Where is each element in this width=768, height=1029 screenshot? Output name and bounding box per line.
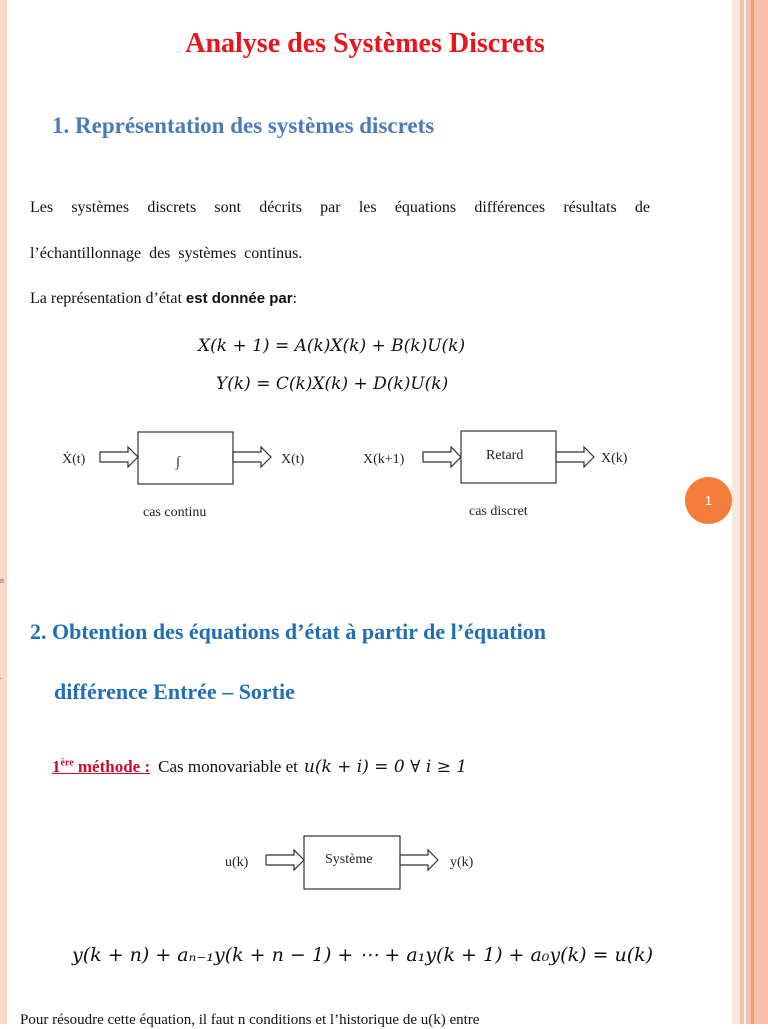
discrete-caption: cas discret [469, 504, 528, 519]
method-label-superscript: ère [60, 757, 74, 769]
continuous-caption: cas continu [143, 505, 207, 520]
output-equation: Y(k) = C(k)X(k) + D(k)U(k) [216, 374, 449, 394]
method-text: Cas monovariable et [158, 757, 298, 776]
section1-paragraph: Les systèmes discrets sont décrits par les équations différences résultats de [30, 199, 650, 216]
method-label-word: méthode : [73, 757, 151, 776]
system-block-label: Système [325, 852, 373, 867]
side-mark: . [0, 672, 2, 681]
method-label [52, 757, 150, 776]
integral-symbol: ∫ [176, 455, 180, 470]
discrete-diagram [363, 431, 628, 519]
output-arrow-icon [556, 447, 594, 467]
para-bold-text: est donnée par [185, 290, 293, 307]
discrete-input-label: X(k+1) [363, 452, 405, 467]
system-output-label: y(k) [450, 855, 474, 870]
continuous-diagram [62, 432, 305, 520]
output-arrow-icon [233, 447, 271, 467]
continuous-input-label: Ẋ(t) [62, 452, 86, 467]
page-number-badge: 1 [685, 477, 732, 524]
state-equation: X(k + 1) = A(k)X(k) + B(k)U(k) [198, 336, 466, 356]
section2-heading: 2. Obtention des équations d’état à partir de l’équation [30, 619, 547, 644]
continuous-output-label: X(t) [281, 452, 305, 467]
method-line [52, 757, 467, 777]
section1-paragraph: l’échantillonnage des systèmes continus. [30, 245, 303, 262]
input-arrow-icon [266, 850, 304, 870]
difference-equation: y(k + n) + aₙ₋₁y(k + n − 1) + ⋯ + a₁y(k + 1) + a₀y(k) = u(k) [72, 944, 654, 966]
integrator-block [138, 432, 233, 484]
method-label-number: 1 [52, 757, 61, 776]
para-text: : [292, 290, 298, 307]
bottom-paragraph: Pour résoudre cette équation, il faut n conditions et l’historique de u(k) entre [20, 1012, 480, 1028]
section2-heading-line2: différence Entrée – Sortie [54, 679, 295, 704]
side-mark: n [0, 576, 4, 585]
para-text: La représentation d’état [30, 290, 186, 307]
system-diagram [225, 836, 474, 889]
page-title: Analyse des Systèmes Discrets [185, 28, 545, 59]
input-arrow-icon [100, 447, 138, 467]
system-input-label: u(k) [225, 855, 249, 870]
output-arrow-icon [400, 850, 438, 870]
input-arrow-icon [423, 447, 461, 467]
section1-heading: 1. Représentation des systèmes discrets [52, 113, 435, 138]
delay-block-label: Retard [486, 448, 524, 463]
discrete-output-label: X(k) [601, 451, 628, 466]
method-condition: u(k + i) = 0 ∀ i ≥ 1 [303, 757, 468, 777]
